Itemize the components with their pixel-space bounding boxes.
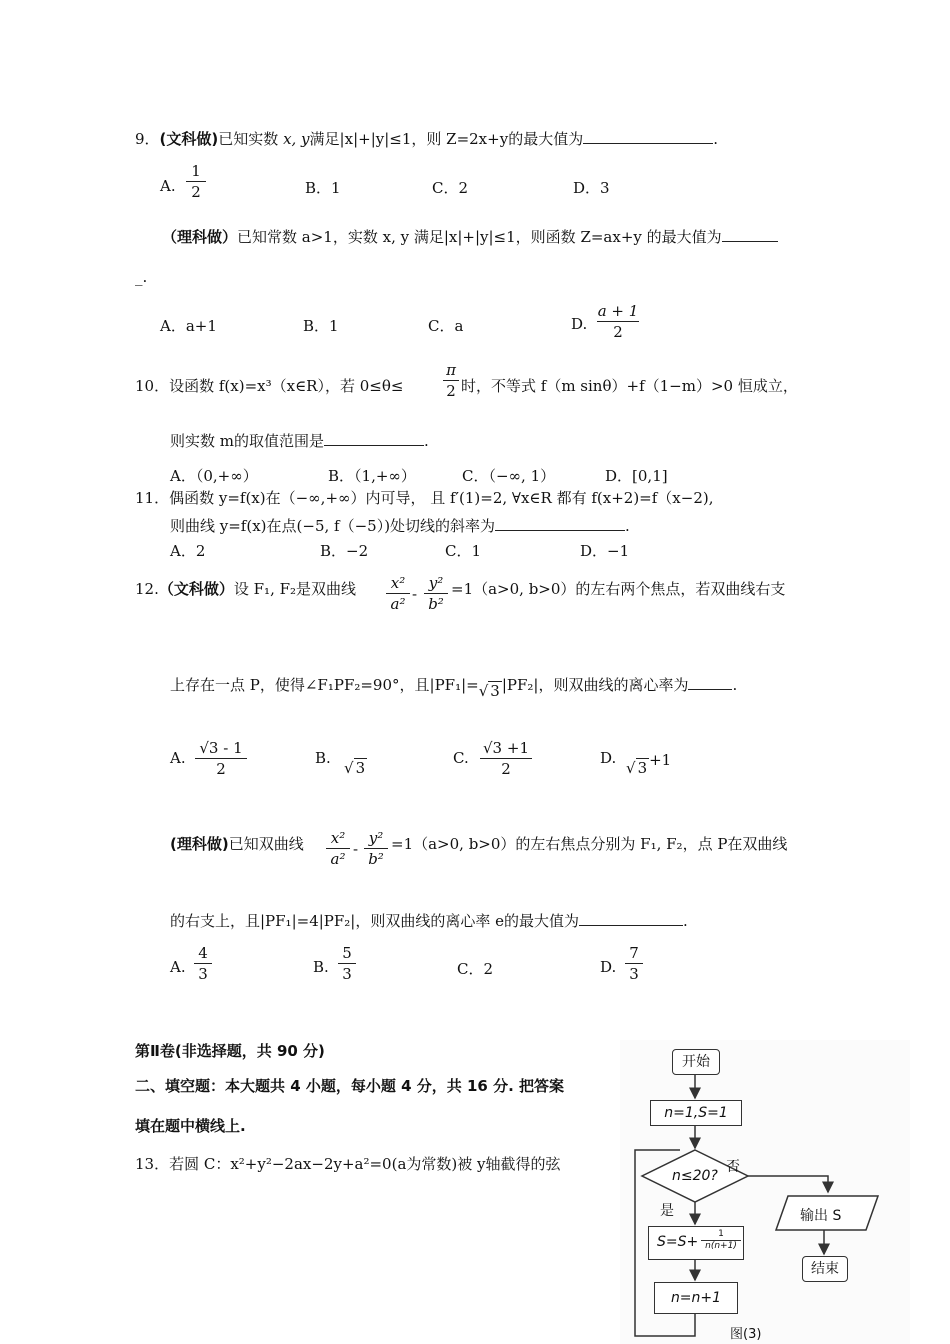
q12b-stem-a (170, 833, 304, 854)
q9b-answer-blank[interactable] (722, 240, 778, 242)
q12b-hyperbola-y-fraction (364, 829, 388, 868)
q12b-option-b-den: 3 (342, 965, 352, 983)
q11-option-d: D．−1 (580, 542, 630, 560)
flowchart-output: 输出 S (800, 1208, 842, 1224)
q12-option-c-den: 2 (501, 760, 511, 778)
q9-text-c: x|+|y|≤1，则 Z=2x+y的最大值为 (344, 130, 584, 148)
q10-stem-b: 时，不等式 f（m sinθ）+f（1−m）>0 恒成立， (461, 377, 798, 395)
q12b-option-a-num: 4 (198, 944, 208, 962)
q9b-stem (162, 226, 778, 247)
q12-minus: - (412, 585, 418, 603)
flowchart-yes-label: 是 (660, 1203, 674, 1219)
q9b-option-b: B．1 (303, 317, 339, 335)
flowchart (620, 1040, 910, 1344)
q10-answer-blank[interactable] (324, 444, 424, 446)
flowchart-frac-num: 1 (718, 1229, 724, 1239)
q11-option-b: B．−2 (320, 542, 369, 560)
q12-option-d-label: D. (600, 749, 617, 767)
q9-option-a (160, 177, 176, 195)
q12-option-b-sqrt: √ 3 (344, 759, 366, 777)
flowchart-update-s (648, 1226, 744, 1260)
q12-option-a-label: A. (170, 749, 186, 767)
q12b-option-b-fraction (338, 944, 356, 983)
q12-line2-text-b: |PF₂|，则双曲线的离心率为 (501, 676, 689, 694)
q12-stem-a (135, 578, 356, 599)
q12-option-c-num: √3 +1 (483, 739, 529, 757)
q9b-tail: _. (135, 268, 148, 286)
q10-pi-den: 2 (446, 382, 456, 400)
q9-period: . (713, 130, 718, 148)
q10-pi-num: π (446, 361, 456, 379)
q12b-minus: - (353, 840, 359, 858)
q9b-text: 已知常数 a>1，实数 x, y 满足|x|+|y|≤1，则函数 Z=ax+y 的最大值为 (237, 228, 722, 246)
q12-y2: y² (428, 574, 444, 592)
q9-stem (135, 128, 718, 149)
q12-option-c-fraction (480, 739, 532, 778)
q11-option-a: A．2 (170, 542, 206, 560)
part2-section-heading-line2: 填在题中横线上. (135, 1117, 246, 1135)
q12b-option-d-num: 7 (629, 944, 639, 962)
q11-answer-blank[interactable] (495, 529, 625, 531)
q10-option-a: A．（0,+∞） (170, 467, 258, 485)
q9-option-a-num: 1 (191, 162, 201, 180)
q12-number: 12. (135, 580, 159, 598)
q9-option-a-fraction (186, 162, 206, 201)
q12b-option-d-label: D. (600, 958, 617, 976)
part2-section-heading: 二、填空题：本大题共 4 小题，每小题 4 分，共 16 分. 把答案 (135, 1077, 565, 1095)
q9b-option-d-fraction (597, 302, 639, 341)
q12-hyperbola-x-fraction (386, 574, 410, 613)
q12-option-c-label: C. (453, 749, 469, 767)
q12-a2: a² (390, 595, 406, 613)
q12b-line2-text: 的右支上，且|PF₁|=4|PF₂|，则双曲线的离心率 e的最大值为 (170, 912, 580, 930)
q10-pi-fraction (443, 361, 459, 400)
q12b-period: . (683, 912, 688, 930)
q9-tag: (文科做) (159, 130, 219, 148)
q10-option-b: B．（1,+∞） (328, 467, 416, 485)
q9-option-a-label: A. (160, 177, 176, 195)
q12b-tag: (理科做) (170, 835, 229, 853)
q9b-option-d-den: 2 (613, 323, 623, 341)
q12-hyperbola-y-fraction (424, 574, 448, 613)
q9b-tag: （理科做） (162, 228, 238, 246)
q12b-stem-b: =1（a>0, b>0）的左右焦点分别为 F₁, F₂，点 P在双曲线 (391, 835, 788, 853)
q9-text-b: 满足| (309, 130, 345, 148)
q12-option-b-radicand: 3 (355, 759, 366, 777)
q12-option-a-fraction (195, 739, 247, 778)
q10-line2-text: 则实数 m的取值范围是 (170, 432, 324, 450)
q12b-a2: a² (330, 850, 346, 868)
q9-option-b: B．1 (305, 179, 341, 197)
q12b-option-b-num: 5 (342, 944, 352, 962)
q12-option-d-tail: +1 (649, 751, 672, 769)
q12b-hyperbola-x-fraction (326, 829, 350, 868)
q12-x2: x² (390, 574, 406, 592)
q11-period: . (625, 517, 630, 535)
q10-stem-a: 10．设函数 f(x)=x³（x∈R），若 0≤θ≤ (135, 377, 404, 395)
q12b-text-a: 已知双曲线 (228, 835, 304, 853)
q12b-option-d-den: 3 (629, 965, 639, 983)
q12-option-a-num: √3 - 1 (199, 739, 243, 757)
q10-line2 (170, 430, 429, 451)
q12-line2-text-a: 上存在一点 P，使得∠F₁PF₂=90°，且|PF₁|= (170, 676, 479, 694)
q9b-option-d-num: a + 1 (597, 302, 639, 320)
q9-vars: x, y (283, 130, 310, 148)
q11-option-c: C．1 (445, 542, 482, 560)
q9-answer-blank[interactable] (583, 142, 713, 144)
q11-line2-text: 则曲线 y=f(x)在点(−5, f（−5）)处切线的斜率为 (170, 517, 496, 535)
q11-line1: 11．偶函数 y=f(x)在（−∞,+∞）内可导， 且 f′(1)=2, ∀x∈R 都有 f(x+2)=f（x−2), (135, 489, 714, 507)
q12-sqrt3: √ 3 (478, 682, 500, 700)
q12b-option-b-label: B. (313, 958, 329, 976)
flowchart-no-label: 否 (726, 1159, 740, 1175)
q10-option-d: D．[0,1] (605, 467, 668, 485)
q12-option-b-label: B. (315, 749, 331, 767)
q9b-option-a: A．a+1 (160, 317, 217, 335)
q12-answer-blank[interactable] (688, 688, 732, 690)
q12-line2 (170, 674, 738, 700)
q12-option-d-value (626, 750, 672, 777)
q10-option-c: C．（−∞, 1） (462, 467, 556, 485)
q11-line2 (170, 515, 630, 536)
q12-option-a-den: 2 (216, 760, 226, 778)
q12b-b2: b² (368, 850, 384, 868)
q12b-option-a-label: A. (170, 958, 186, 976)
q12-option-d-sqrt: √ 3 (626, 759, 648, 777)
q12b-option-a-fraction (194, 944, 212, 983)
q12-stem-b: =1（a>0, b>0）的左右两个焦点，若双曲线右支 (451, 580, 786, 598)
q9-option-c: C．2 (432, 179, 469, 197)
q12-option-b-value (344, 758, 367, 777)
flowchart-update-n: n=n+1 (654, 1282, 738, 1314)
q9b-option-d: D. (571, 315, 588, 333)
q12b-answer-blank[interactable] (579, 924, 683, 926)
q12-period: . (732, 676, 738, 694)
flowchart-update-s-fraction (701, 1229, 741, 1252)
q9-option-d: D．3 (573, 179, 610, 197)
q12-tag: （文科做） (158, 580, 234, 598)
q12-sqrt3-radicand: 3 (490, 682, 500, 700)
q9-number: 9． (135, 130, 160, 148)
q12-b2: b² (428, 595, 444, 613)
q9-option-a-den: 2 (191, 183, 201, 201)
q12b-line2 (170, 910, 688, 931)
flowchart-init: n=1,S=1 (650, 1100, 742, 1126)
flowchart-update-s-text: S=S+ (657, 1234, 699, 1250)
q10-period: . (424, 432, 429, 450)
q13-stem: 13．若圆 C：x²+y²−2ax−2y+a²=0(a为常数)被 y轴截得的弦 (135, 1155, 561, 1173)
flowchart-frac-den: n(n+1) (705, 1241, 737, 1251)
q9b-option-c: C．a (428, 317, 464, 335)
q9-text-a: 已知实数 (218, 130, 279, 148)
q12b-option-a-den: 3 (198, 965, 208, 983)
flowchart-caption: 图(3) (730, 1327, 762, 1342)
q12b-y2: y² (368, 829, 384, 847)
q12b-option-d-fraction (625, 944, 643, 983)
flowchart-condition: n≤20? (672, 1168, 718, 1184)
flowchart-end: 结束 (802, 1256, 848, 1282)
part2-title: 第Ⅱ卷(非选择题，共 90 分) (135, 1042, 325, 1060)
q12-option-d-radicand: 3 (637, 759, 648, 777)
flowchart-start: 开始 (672, 1049, 720, 1075)
q12-text-a: 设 F₁, F₂是双曲线 (233, 580, 357, 598)
q12b-x2: x² (330, 829, 346, 847)
q12b-option-c: C．2 (457, 960, 494, 978)
